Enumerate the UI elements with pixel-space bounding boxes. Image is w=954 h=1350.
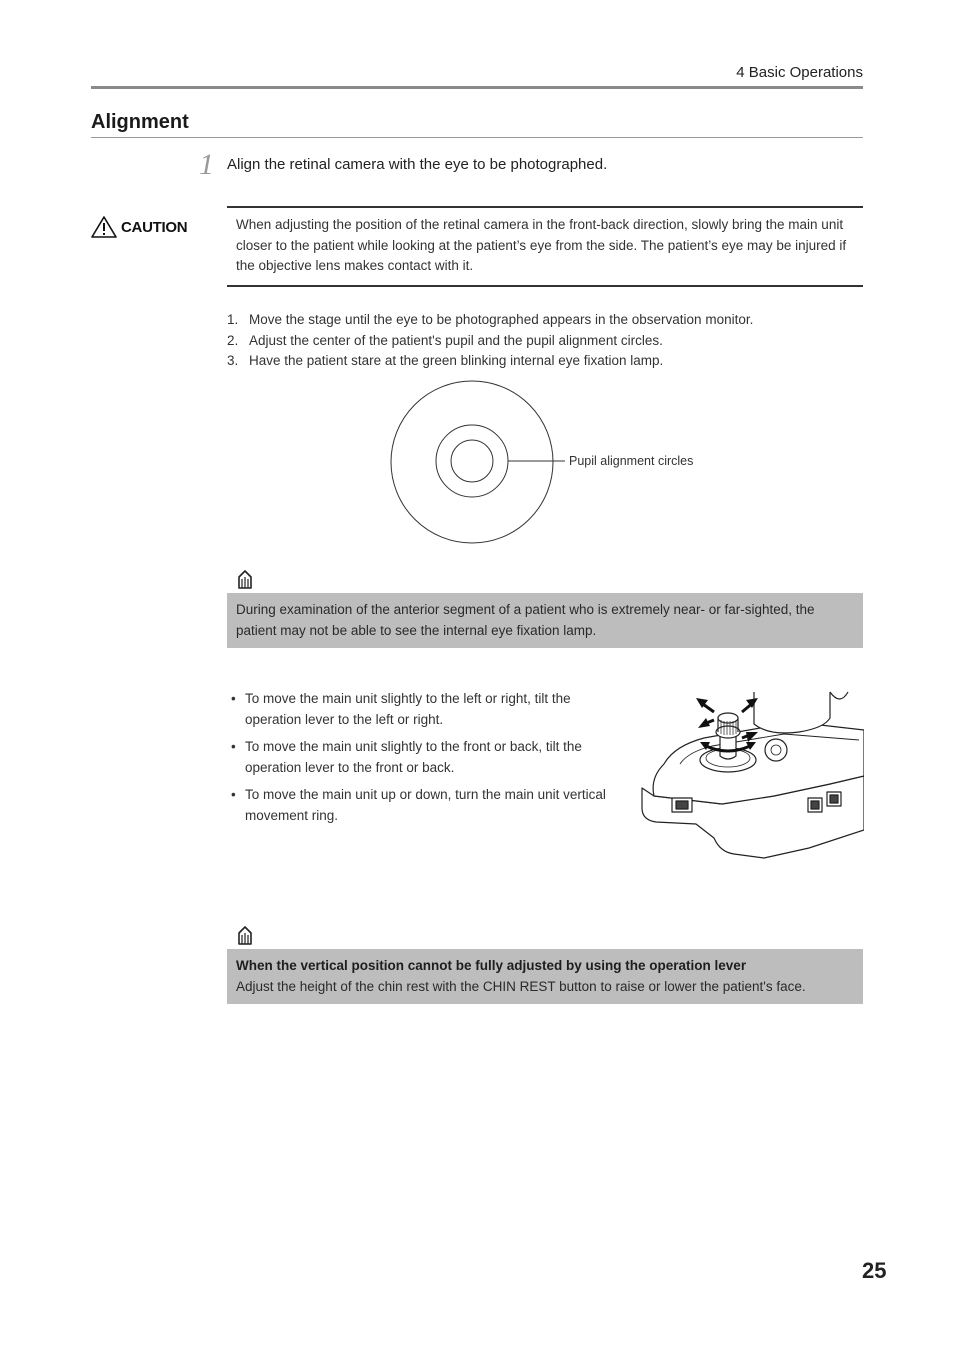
caution-label-text: CAUTION xyxy=(121,218,188,236)
note-title: When the vertical position cannot be fully adjusted by using the operation lever xyxy=(236,958,747,973)
note-text: During examination of the anterior segment of a patient who is extremely near- or far-sighted, the patient may not be able to see the internal eye fixation lamp. xyxy=(236,602,815,638)
caution-box xyxy=(227,206,863,287)
warning-triangle-icon xyxy=(91,216,117,238)
bullet-mark: • xyxy=(231,691,236,706)
list-item xyxy=(227,351,863,372)
note-box xyxy=(227,593,863,648)
bullet-mark: • xyxy=(231,787,236,802)
list-item-number: 2. xyxy=(227,332,239,348)
list-item xyxy=(231,689,616,730)
list-item-text: Move the stage until the eye to be photographed appears in the observation monitor. xyxy=(249,312,754,327)
inner-alignment-circle xyxy=(451,440,493,482)
caution-label xyxy=(91,216,187,238)
list-item xyxy=(227,310,863,331)
header-rule xyxy=(91,86,863,89)
list-item-text: To move the main unit up or down, turn the main unit vertical movement ring. xyxy=(245,787,606,823)
pupil-alignment-figure xyxy=(385,375,715,550)
operation-bullets xyxy=(231,689,616,833)
list-item-text: To move the main unit slightly to the left or right, tilt the operation lever to the left or right. xyxy=(245,691,571,727)
step-number: 1 xyxy=(199,148,214,181)
bullet-mark: • xyxy=(231,739,236,754)
list-item xyxy=(231,785,616,826)
callout-label: Pupil alignment circles xyxy=(569,454,694,468)
note-icon xyxy=(236,569,254,589)
section-title: Alignment xyxy=(91,111,189,133)
control-button xyxy=(765,739,787,761)
list-item-number: 3. xyxy=(227,353,239,368)
note-text: Adjust the height of the chin rest with the CHIN REST button to raise or lower the patient's face. xyxy=(236,978,806,994)
note-box xyxy=(227,949,863,1004)
note-icon xyxy=(236,925,254,945)
section-rule xyxy=(91,137,863,138)
page-number: 25 xyxy=(862,1258,887,1283)
camera-base-illustration xyxy=(634,688,864,866)
caution-text: When adjusting the position of the retinal camera in the front-back direction, slowly bring the main unit closer to the patient while looking at the patient’s eye from the side. The patient’s eye may be injured if the objective lens makes contact with it. xyxy=(236,217,847,273)
list-item-text: Adjust the center of the patient's pupil and the pupil alignment circles. xyxy=(249,332,663,348)
list-item-text: To move the main unit slightly to the front or back, tilt the operation lever to the front or back. xyxy=(245,739,582,775)
list-item xyxy=(231,737,616,778)
procedure-list xyxy=(227,310,863,372)
step-text: Align the retinal camera with the eye to be photographed. xyxy=(227,156,608,173)
list-item-text: Have the patient stare at the green blinking internal eye fixation lamp. xyxy=(249,353,664,368)
list-item xyxy=(227,331,863,352)
outer-alignment-circle xyxy=(436,425,508,497)
chapter-header: 4 Basic Operations xyxy=(736,64,863,81)
observation-field-circle xyxy=(391,381,553,543)
list-item-number: 1. xyxy=(227,312,239,327)
